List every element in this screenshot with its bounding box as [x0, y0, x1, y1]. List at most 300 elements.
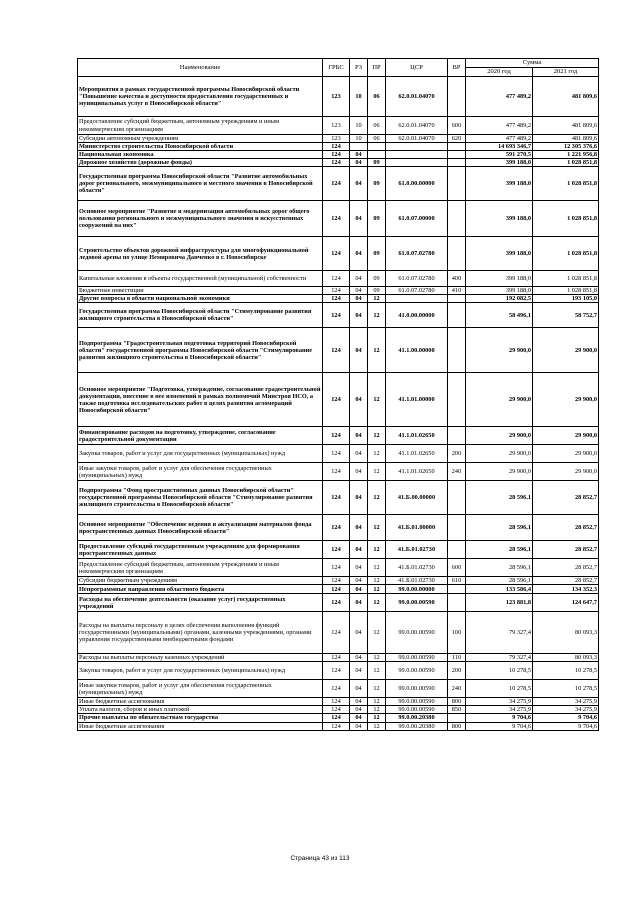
cell-y2020: 399 188,0 — [466, 201, 533, 237]
cell-pr: 09 — [368, 201, 386, 237]
cell-name: Расходы на выплаты персоналу казенных учреждений — [78, 654, 323, 662]
cell-name: Иные бюджетные ассигнования — [78, 722, 323, 730]
cell-csr: 41.1.00.00000 — [386, 328, 448, 373]
cell-y2021: 1 028 851,8 — [533, 167, 599, 201]
table-row — [78, 159, 599, 167]
table-row — [78, 706, 599, 714]
cell-vr — [448, 151, 466, 159]
cell-csr: 62.0.01.04070 — [386, 77, 448, 117]
cell-csr: 99.0.00.00590 — [386, 706, 448, 714]
cell-csr: 61.0.00.00000 — [386, 167, 448, 201]
cell-grbs: 124 — [323, 541, 350, 559]
cell-name: Подпрограмма "Фонд пространственных данных Новосибирской области" государственной программы Новосибирской области "Стимулирование развития жилищного строительства в Новосибирской области" — [78, 481, 323, 515]
cell-y2020: 79 327,4 — [466, 654, 533, 662]
cell-rz: 04 — [350, 662, 368, 680]
cell-vr — [448, 167, 466, 201]
cell-rz: 04 — [350, 654, 368, 662]
cell-name: Предоставление субсидий бюджетным, автономным учреждениям и иным некоммерческим организациям — [78, 559, 323, 577]
cell-rz: 04 — [350, 328, 368, 373]
table-row — [78, 585, 599, 594]
page-number: Страница 43 из 113 — [290, 855, 350, 862]
table-row — [78, 135, 599, 143]
cell-rz: 04 — [350, 541, 368, 559]
cell-csr: 62.0.01.04070 — [386, 135, 448, 143]
budget-table — [77, 58, 599, 731]
table-row — [78, 167, 599, 201]
cell-grbs: 124 — [323, 706, 350, 714]
cell-y2020: 29 900,0 — [466, 427, 533, 445]
cell-y2020: 477 489,2 — [466, 135, 533, 143]
header-pr: ПР — [368, 59, 386, 77]
header-rz: РЗ — [350, 59, 368, 77]
cell-csr — [386, 151, 448, 159]
cell-y2020: 399 188,0 — [466, 237, 533, 271]
cell-name: Расходы на обеспечение деятельности (оказание услуг) государственных учреждений — [78, 594, 323, 612]
cell-name: Иные бюджетные ассигнования — [78, 698, 323, 706]
cell-y2020: 591 270,5 — [466, 151, 533, 159]
cell-grbs: 124 — [323, 427, 350, 445]
cell-vr: 240 — [448, 463, 466, 481]
cell-vr — [448, 303, 466, 328]
cell-y2021: 9 704,6 — [533, 714, 599, 722]
table-row — [78, 714, 599, 722]
table-row — [78, 151, 599, 159]
cell-pr: 12 — [368, 698, 386, 706]
cell-pr: 12 — [368, 612, 386, 654]
cell-vr — [448, 159, 466, 167]
cell-vr: 800 — [448, 722, 466, 730]
cell-y2021: 134 352,3 — [533, 585, 599, 594]
cell-pr: 09 — [368, 237, 386, 271]
cell-rz: 04 — [350, 373, 368, 427]
cell-y2020: 133 586,4 — [466, 585, 533, 594]
cell-csr — [386, 143, 448, 151]
cell-name: Капитальные вложения в объекты государственной (муниципальной) собственности — [78, 271, 323, 287]
cell-y2020: 477 489,2 — [466, 77, 533, 117]
table-row — [78, 541, 599, 559]
cell-name: Иные закупки товаров, работ и услуг для обеспечения государственных (муниципальных) нужд — [78, 463, 323, 481]
cell-rz: 04 — [350, 271, 368, 287]
cell-pr: 09 — [368, 287, 386, 295]
cell-vr: 110 — [448, 654, 466, 662]
cell-name: Основное мероприятие "Обеспечение ведения и актуализации материалов фонда пространственных данных Новосибирской области" — [78, 515, 323, 541]
cell-rz: 04 — [350, 585, 368, 594]
cell-name: Государственная программа Новосибирской области "Стимулирование развития жилищного строительства в Новосибирской области" — [78, 303, 323, 328]
cell-csr: 61.0.07.00000 — [386, 201, 448, 237]
cell-grbs: 124 — [323, 167, 350, 201]
cell-y2020: 10 278,5 — [466, 662, 533, 680]
cell-grbs: 124 — [323, 662, 350, 680]
cell-name: Бюджетные инвестиции — [78, 287, 323, 295]
cell-vr — [448, 594, 466, 612]
cell-vr: 610 — [448, 577, 466, 585]
cell-csr: 41.Б.00.00000 — [386, 481, 448, 515]
cell-y2020: 9 704,6 — [466, 722, 533, 730]
table-row — [78, 77, 599, 117]
cell-y2020: 34 275,9 — [466, 706, 533, 714]
cell-pr: 12 — [368, 654, 386, 662]
cell-csr: 99.0.00.00000 — [386, 585, 448, 594]
cell-y2020: 79 327,4 — [466, 612, 533, 654]
cell-vr — [448, 143, 466, 151]
cell-name: Мероприятия в рамках государственной программы Новосибирской области "Повышение качества и доступности предоставления государственных и муниципальных услуг в Новосибирской области" — [78, 77, 323, 117]
cell-y2020: 399 188,0 — [466, 167, 533, 201]
cell-csr: 41.0.00.00000 — [386, 303, 448, 328]
cell-y2020: 477 489,2 — [466, 117, 533, 135]
header-grbs: ГРБС — [323, 59, 350, 77]
cell-pr — [368, 143, 386, 151]
cell-vr — [448, 77, 466, 117]
header-vr: ВР — [448, 59, 466, 77]
cell-csr: 41.Б.01.02730 — [386, 541, 448, 559]
cell-vr: 800 — [448, 698, 466, 706]
cell-vr — [448, 515, 466, 541]
cell-name: Подпрограмма "Градостроительная подготовка территорий Новосибирской области" государственной программы Новосибирской области "Стимулирование развития жилищного строительства в Новосибирской области" — [78, 328, 323, 373]
cell-name: Министерство строительства Новосибирской области — [78, 143, 323, 151]
table-row — [78, 445, 599, 463]
cell-y2021: 12 305 376,6 — [533, 143, 599, 151]
table-row — [78, 481, 599, 515]
cell-name: Иные закупки товаров, работ и услуг для обеспечения государственных (муниципальных) нужд — [78, 680, 323, 698]
cell-name: Основное мероприятие "Развитие и модернизация автомобильных дорог общего пользования регионального и межмуниципального значения и искусственных сооружений на них" — [78, 201, 323, 237]
cell-pr: 09 — [368, 167, 386, 201]
cell-name: Прочие выплаты по обязательствам государства — [78, 714, 323, 722]
cell-grbs: 124 — [323, 481, 350, 515]
cell-vr: 400 — [448, 271, 466, 287]
cell-y2021: 58 752,7 — [533, 303, 599, 328]
cell-rz: 04 — [350, 698, 368, 706]
table-row — [78, 143, 599, 151]
cell-y2020: 29 900,0 — [466, 328, 533, 373]
cell-rz: 04 — [350, 680, 368, 698]
cell-y2020: 399 188,0 — [466, 159, 533, 167]
cell-csr: 99.0.00.20380 — [386, 714, 448, 722]
cell-pr: 06 — [368, 117, 386, 135]
table-row — [78, 698, 599, 706]
table-row — [78, 373, 599, 427]
cell-rz: 04 — [350, 722, 368, 730]
cell-grbs: 124 — [323, 714, 350, 722]
cell-y2021: 10 278,5 — [533, 680, 599, 698]
table-row — [78, 427, 599, 445]
cell-vr — [448, 237, 466, 271]
cell-y2021: 80 093,3 — [533, 654, 599, 662]
cell-name: Расходы на выплаты персоналу в целях обеспечения выполнения функций государственными (муниципальными) органами, казенными учреждениями, органами управления государственными внебюджетными фондами — [78, 612, 323, 654]
cell-pr: 12 — [368, 585, 386, 594]
table-row — [78, 577, 599, 585]
cell-rz: 04 — [350, 463, 368, 481]
cell-grbs: 124 — [323, 515, 350, 541]
cell-y2021: 481 809,6 — [533, 77, 599, 117]
cell-rz: 04 — [350, 167, 368, 201]
cell-vr: 410 — [448, 287, 466, 295]
cell-name: Национальная экономика — [78, 151, 323, 159]
cell-rz: 04 — [350, 577, 368, 585]
cell-grbs: 124 — [323, 287, 350, 295]
cell-csr — [386, 159, 448, 167]
cell-name: Уплата налогов, сборов и иных платежей — [78, 706, 323, 714]
cell-vr: 100 — [448, 612, 466, 654]
cell-csr: 41.1.01.02650 — [386, 463, 448, 481]
table-row — [78, 303, 599, 328]
cell-csr: 99.0.00.00590 — [386, 698, 448, 706]
cell-name: Предоставление субсидий бюджетным, автономным учреждениям и иным некоммерческим организациям — [78, 117, 323, 135]
cell-rz: 04 — [350, 237, 368, 271]
cell-name: Другие вопросы в области национальной экономики — [78, 295, 323, 303]
cell-y2021: 10 278,5 — [533, 662, 599, 680]
cell-pr: 12 — [368, 541, 386, 559]
cell-rz: 04 — [350, 295, 368, 303]
cell-pr: 09 — [368, 159, 386, 167]
cell-vr — [448, 373, 466, 427]
cell-y2021: 28 852,7 — [533, 481, 599, 515]
table-row — [78, 295, 599, 303]
cell-csr: 99.0.00.00590 — [386, 680, 448, 698]
cell-pr: 06 — [368, 135, 386, 143]
cell-csr: 62.0.01.04070 — [386, 117, 448, 135]
table-row — [78, 117, 599, 135]
table-row — [78, 328, 599, 373]
cell-vr: 200 — [448, 445, 466, 463]
cell-name: Субсидии бюджетным учреждениям — [78, 577, 323, 585]
header-year-2020: 2020 год — [466, 68, 533, 77]
cell-y2020: 28 596,1 — [466, 541, 533, 559]
cell-rz: 04 — [350, 427, 368, 445]
cell-vr — [448, 295, 466, 303]
header-year-2021: 2021 год — [533, 68, 599, 77]
cell-y2021: 28 852,7 — [533, 577, 599, 585]
cell-y2021: 481 809,6 — [533, 135, 599, 143]
cell-rz: 10 — [350, 77, 368, 117]
cell-y2021: 1 028 851,8 — [533, 287, 599, 295]
cell-y2021: 124 647,7 — [533, 594, 599, 612]
cell-pr: 12 — [368, 295, 386, 303]
cell-csr: 99.0.00.20380 — [386, 722, 448, 730]
cell-vr: 620 — [448, 135, 466, 143]
header-csr: ЦСР — [386, 59, 448, 77]
cell-csr: 41.Б.01.02730 — [386, 559, 448, 577]
cell-name: Основное мероприятие "Подготовка, утверждение, согласование градостроительной документации, внесение в нее изменений в рамках полномочий Минстроя НСО, а также подготовка исследовательских работ в целях развития агломераций Новосибирской области" — [78, 373, 323, 427]
cell-vr: 850 — [448, 706, 466, 714]
table-row — [78, 680, 599, 698]
cell-grbs: 124 — [323, 373, 350, 427]
cell-vr — [448, 541, 466, 559]
cell-name: Предоставление субсидий государственным учреждениям для формирования пространственных данных — [78, 541, 323, 559]
cell-pr: 12 — [368, 373, 386, 427]
cell-grbs: 124 — [323, 151, 350, 159]
cell-grbs: 124 — [323, 577, 350, 585]
cell-rz: 04 — [350, 706, 368, 714]
cell-pr: 09 — [368, 271, 386, 287]
cell-y2021: 29 900,0 — [533, 445, 599, 463]
cell-pr: 12 — [368, 303, 386, 328]
cell-grbs: 124 — [323, 201, 350, 237]
cell-grbs: 123 — [323, 135, 350, 143]
cell-pr: 12 — [368, 722, 386, 730]
cell-rz: 04 — [350, 159, 368, 167]
table-row — [78, 287, 599, 295]
cell-csr: 99.0.00.00590 — [386, 594, 448, 612]
cell-pr: 12 — [368, 559, 386, 577]
cell-y2020: 192 082,5 — [466, 295, 533, 303]
cell-pr — [368, 151, 386, 159]
cell-vr — [448, 427, 466, 445]
table-row — [78, 515, 599, 541]
table-row — [78, 662, 599, 680]
cell-pr: 12 — [368, 577, 386, 585]
cell-y2021: 34 275,9 — [533, 706, 599, 714]
cell-csr: 41.1.01.02650 — [386, 427, 448, 445]
table-row — [78, 271, 599, 287]
cell-vr — [448, 585, 466, 594]
cell-y2020: 14 693 346,7 — [466, 143, 533, 151]
cell-pr: 12 — [368, 328, 386, 373]
cell-pr: 12 — [368, 515, 386, 541]
cell-y2021: 29 900,0 — [533, 427, 599, 445]
cell-csr: 61.0.07.02780 — [386, 287, 448, 295]
cell-grbs: 124 — [323, 698, 350, 706]
cell-y2020: 123 881,8 — [466, 594, 533, 612]
cell-pr: 06 — [368, 77, 386, 117]
cell-pr: 12 — [368, 714, 386, 722]
table-row — [78, 201, 599, 237]
cell-vr — [448, 481, 466, 515]
cell-y2020: 399 188,0 — [466, 287, 533, 295]
cell-pr: 12 — [368, 706, 386, 714]
cell-y2021: 1 028 851,8 — [533, 237, 599, 271]
cell-pr: 12 — [368, 481, 386, 515]
cell-y2021: 1 221 956,8 — [533, 151, 599, 159]
cell-rz: 10 — [350, 117, 368, 135]
cell-y2021: 34 275,9 — [533, 698, 599, 706]
cell-vr: 600 — [448, 117, 466, 135]
cell-name: Дорожное хозяйство (дорожные фонды) — [78, 159, 323, 167]
cell-y2021: 9 704,6 — [533, 722, 599, 730]
cell-name: Строительство объектов дорожной инфраструктуры для многофункциональной ледовой арены по улице Немировича Данченко в г. Новосибирске — [78, 237, 323, 271]
table-row — [78, 237, 599, 271]
cell-y2020: 28 596,1 — [466, 559, 533, 577]
cell-rz: 04 — [350, 559, 368, 577]
cell-rz: 04 — [350, 287, 368, 295]
cell-csr: 61.0.07.02780 — [386, 237, 448, 271]
cell-grbs: 124 — [323, 594, 350, 612]
cell-grbs: 124 — [323, 680, 350, 698]
cell-y2021: 1 028 851,8 — [533, 271, 599, 287]
cell-csr: 41.1.01.02650 — [386, 445, 448, 463]
cell-rz: 04 — [350, 515, 368, 541]
table-row — [78, 612, 599, 654]
cell-csr: 41.Б.01.00000 — [386, 515, 448, 541]
cell-pr: 12 — [368, 427, 386, 445]
cell-pr: 12 — [368, 463, 386, 481]
cell-y2021: 29 900,0 — [533, 463, 599, 481]
cell-y2020: 399 188,0 — [466, 271, 533, 287]
cell-vr — [448, 714, 466, 722]
cell-y2021: 29 900,0 — [533, 373, 599, 427]
cell-rz: 04 — [350, 201, 368, 237]
table-row — [78, 559, 599, 577]
cell-name: Непрограммные направления областного бюджета — [78, 585, 323, 594]
cell-rz: 04 — [350, 303, 368, 328]
cell-y2020: 28 596,1 — [466, 515, 533, 541]
cell-grbs: 124 — [323, 143, 350, 151]
cell-pr: 12 — [368, 662, 386, 680]
cell-vr: 600 — [448, 559, 466, 577]
table-row — [78, 654, 599, 662]
table-row — [78, 722, 599, 730]
cell-csr: 99.0.00.00590 — [386, 612, 448, 654]
cell-grbs: 124 — [323, 159, 350, 167]
cell-rz: 04 — [350, 481, 368, 515]
cell-name: Финансирование расходов на подготовку, утверждение, согласование градостроительной документации — [78, 427, 323, 445]
cell-vr: 200 — [448, 662, 466, 680]
header-sum: Сумма — [466, 59, 599, 68]
cell-grbs: 124 — [323, 237, 350, 271]
cell-grbs: 123 — [323, 77, 350, 117]
header-name: Наименование — [78, 59, 323, 77]
cell-pr: 12 — [368, 680, 386, 698]
table-row — [78, 463, 599, 481]
cell-y2021: 28 852,7 — [533, 559, 599, 577]
cell-grbs: 124 — [323, 445, 350, 463]
cell-rz: 04 — [350, 714, 368, 722]
cell-y2021: 28 852,7 — [533, 541, 599, 559]
cell-y2020: 28 596,1 — [466, 577, 533, 585]
budget-table-container — [77, 58, 598, 731]
cell-grbs: 123 — [323, 117, 350, 135]
cell-y2020: 58 496,1 — [466, 303, 533, 328]
cell-rz: 04 — [350, 594, 368, 612]
cell-grbs: 124 — [323, 654, 350, 662]
cell-y2021: 28 852,7 — [533, 515, 599, 541]
cell-csr: 41.1.01.00000 — [386, 373, 448, 427]
cell-grbs: 124 — [323, 722, 350, 730]
cell-y2021: 1 028 851,8 — [533, 159, 599, 167]
cell-name: Субсидии автономным учреждениям — [78, 135, 323, 143]
cell-csr: 99.0.00.00590 — [386, 662, 448, 680]
cell-y2020: 29 900,0 — [466, 463, 533, 481]
cell-name: Закупка товаров, работ и услуг для государственных (муниципальных) нужд — [78, 445, 323, 463]
cell-rz: 10 — [350, 135, 368, 143]
cell-csr — [386, 295, 448, 303]
cell-grbs: 124 — [323, 271, 350, 287]
cell-csr: 41.Б.01.02730 — [386, 577, 448, 585]
cell-grbs: 124 — [323, 585, 350, 594]
cell-grbs: 124 — [323, 559, 350, 577]
cell-name: Государственная программа Новосибирской области "Развитие автомобильных дорог регионального, межмуниципального и местного значения в Новосибирской области" — [78, 167, 323, 201]
cell-y2020: 29 900,0 — [466, 373, 533, 427]
cell-y2020: 29 900,0 — [466, 445, 533, 463]
cell-y2020: 34 275,9 — [466, 698, 533, 706]
cell-vr — [448, 201, 466, 237]
cell-csr: 61.0.07.02780 — [386, 271, 448, 287]
cell-grbs: 124 — [323, 328, 350, 373]
cell-rz: 04 — [350, 445, 368, 463]
cell-grbs: 124 — [323, 303, 350, 328]
cell-pr: 12 — [368, 594, 386, 612]
table-body — [78, 77, 599, 731]
table-row — [78, 594, 599, 612]
cell-vr — [448, 328, 466, 373]
cell-y2021: 481 809,6 — [533, 117, 599, 135]
cell-y2020: 28 596,1 — [466, 481, 533, 515]
cell-csr: 99.0.00.00590 — [386, 654, 448, 662]
cell-y2020: 10 278,5 — [466, 680, 533, 698]
cell-rz — [350, 143, 368, 151]
cell-y2021: 193 105,0 — [533, 295, 599, 303]
cell-rz: 04 — [350, 151, 368, 159]
cell-y2021: 29 900,0 — [533, 328, 599, 373]
